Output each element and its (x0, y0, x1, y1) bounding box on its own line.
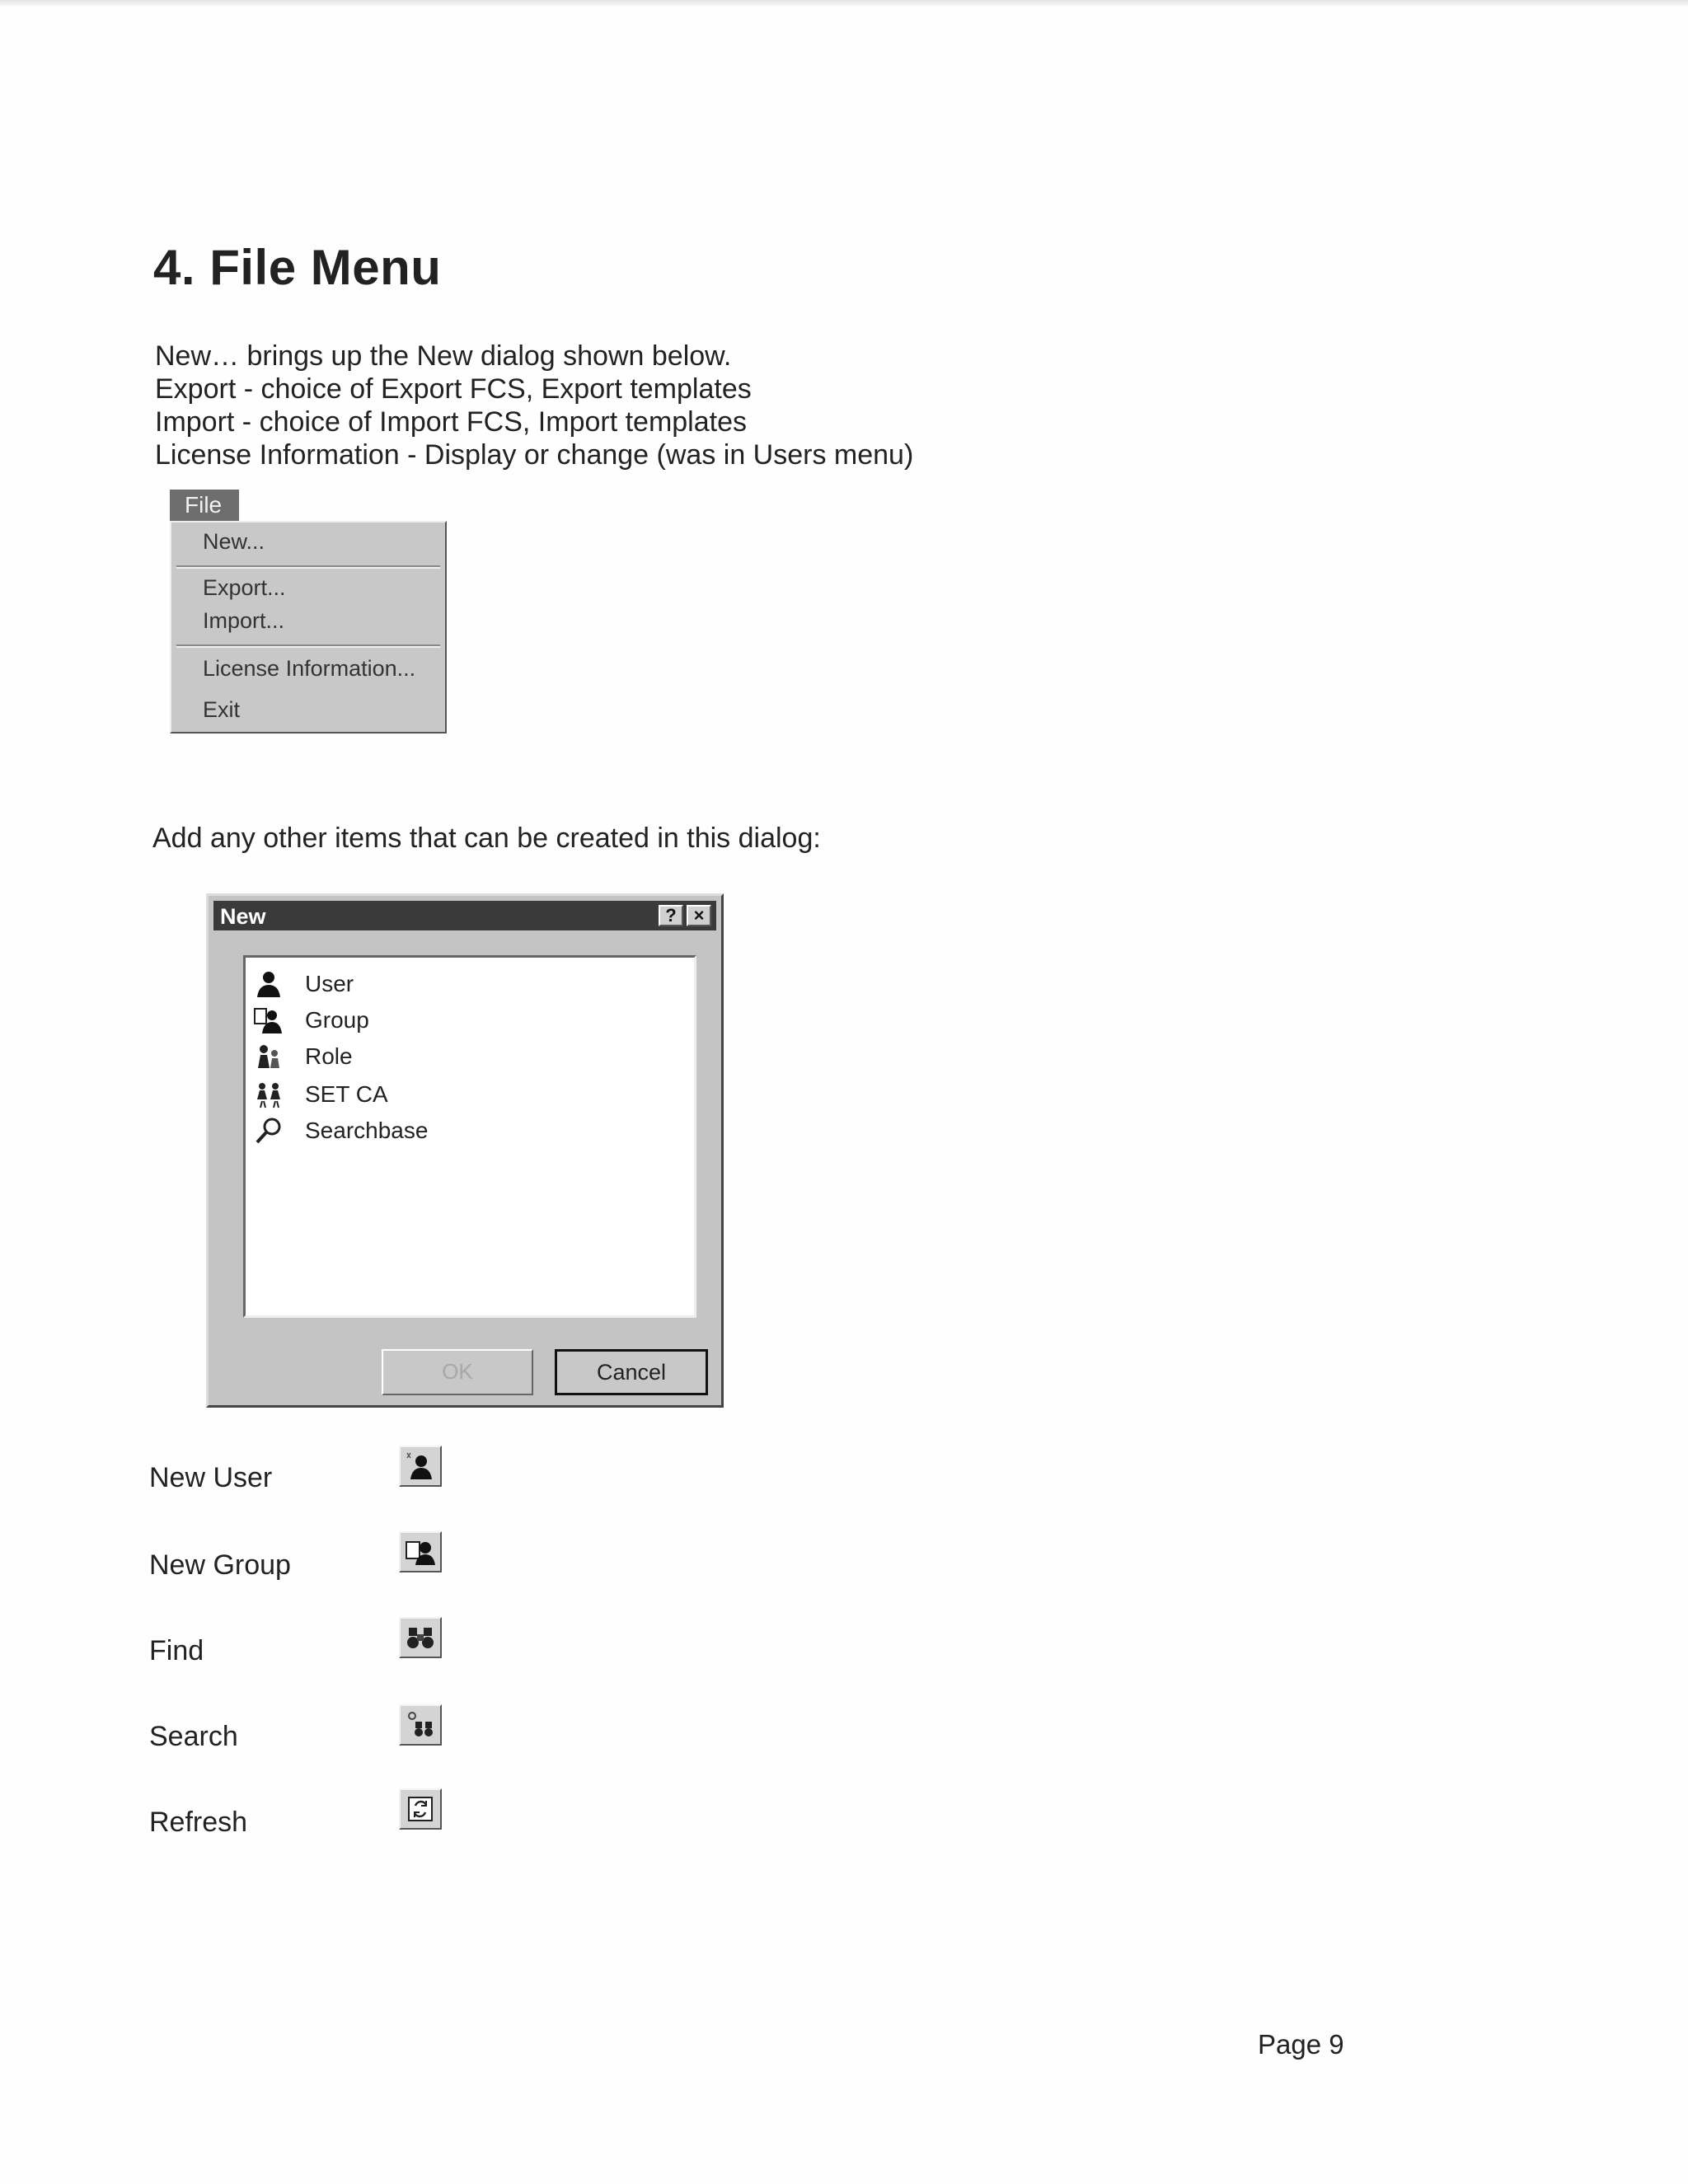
list-item-label: Searchbase (305, 1118, 429, 1143)
binoculars-icon-glyph (406, 1623, 435, 1652)
menu-item-license-information[interactable]: License Information... (203, 656, 416, 681)
intro-line-import: Import - choice of Import FCS, Import templates (155, 406, 748, 438)
menu-item-exit[interactable]: Exit (203, 697, 241, 722)
file-menu-title[interactable]: File (170, 490, 239, 521)
searchbase-icon (254, 1116, 284, 1146)
binoculars-icon[interactable] (399, 1617, 442, 1658)
list-item-user[interactable] (254, 968, 682, 1001)
dialog-title: New (220, 904, 266, 929)
list-item-role[interactable] (254, 1040, 682, 1073)
list-item-set-ca[interactable] (254, 1078, 682, 1111)
menu-separator (176, 644, 440, 648)
new-group-icon-glyph (406, 1537, 437, 1567)
intro-line-new: New… brings up the New dialog shown below. (155, 340, 732, 372)
list-item-label: User (305, 971, 354, 996)
scan-edge (0, 0, 1688, 7)
legend-label-search: Search (149, 1721, 238, 1752)
search-binoculars-icon[interactable] (399, 1704, 442, 1746)
group-icon (254, 1005, 284, 1035)
list-item-label: SET CA (305, 1081, 388, 1107)
cancel-button[interactable]: Cancel (555, 1349, 708, 1395)
ok-button[interactable]: OK (382, 1349, 533, 1395)
refresh-icon-glyph (406, 1794, 435, 1824)
set-ca-icon (254, 1080, 284, 1109)
file-menu-screenshot (170, 490, 447, 737)
new-dialog (206, 893, 724, 1408)
legend-label-new-group: New Group (149, 1549, 291, 1581)
section-heading: 4. File Menu (153, 240, 442, 295)
intro-line-license: License Information - Display or change (was in Users menu) (155, 439, 914, 471)
page-number: Page 9 (1258, 2029, 1344, 2060)
menu-item-export[interactable]: Export... (203, 575, 286, 600)
help-button[interactable]: ? (659, 905, 683, 926)
new-item-list (243, 955, 696, 1318)
legend-label-refresh: Refresh (149, 1807, 248, 1838)
menu-separator (176, 565, 440, 569)
close-button[interactable]: × (687, 905, 711, 926)
legend-label-find: Find (149, 1635, 204, 1666)
new-group-icon[interactable] (399, 1531, 442, 1572)
legend-label-new-user: New User (149, 1462, 273, 1493)
file-menu-dropdown (170, 521, 447, 733)
intro-text (155, 340, 913, 471)
search-binoculars-icon-glyph (406, 1710, 435, 1740)
list-item-label: Group (305, 1007, 369, 1033)
new-user-icon-glyph (406, 1451, 435, 1481)
list-item-group[interactable] (254, 1004, 682, 1037)
new-user-icon[interactable] (399, 1446, 442, 1487)
dialog-intro-text: Add any other items that can be created in this dialog: (152, 823, 821, 854)
menu-item-new[interactable]: New... (203, 529, 265, 554)
dialog-titlebar (213, 901, 716, 930)
list-item-label: Role (305, 1043, 353, 1069)
intro-line-export: Export - choice of Export FCS, Export templates (155, 373, 752, 405)
user-icon (254, 969, 284, 999)
role-icon (254, 1042, 284, 1071)
refresh-icon[interactable] (399, 1788, 442, 1830)
list-item-searchbase[interactable] (254, 1114, 682, 1147)
menu-item-import[interactable]: Import... (203, 608, 285, 633)
